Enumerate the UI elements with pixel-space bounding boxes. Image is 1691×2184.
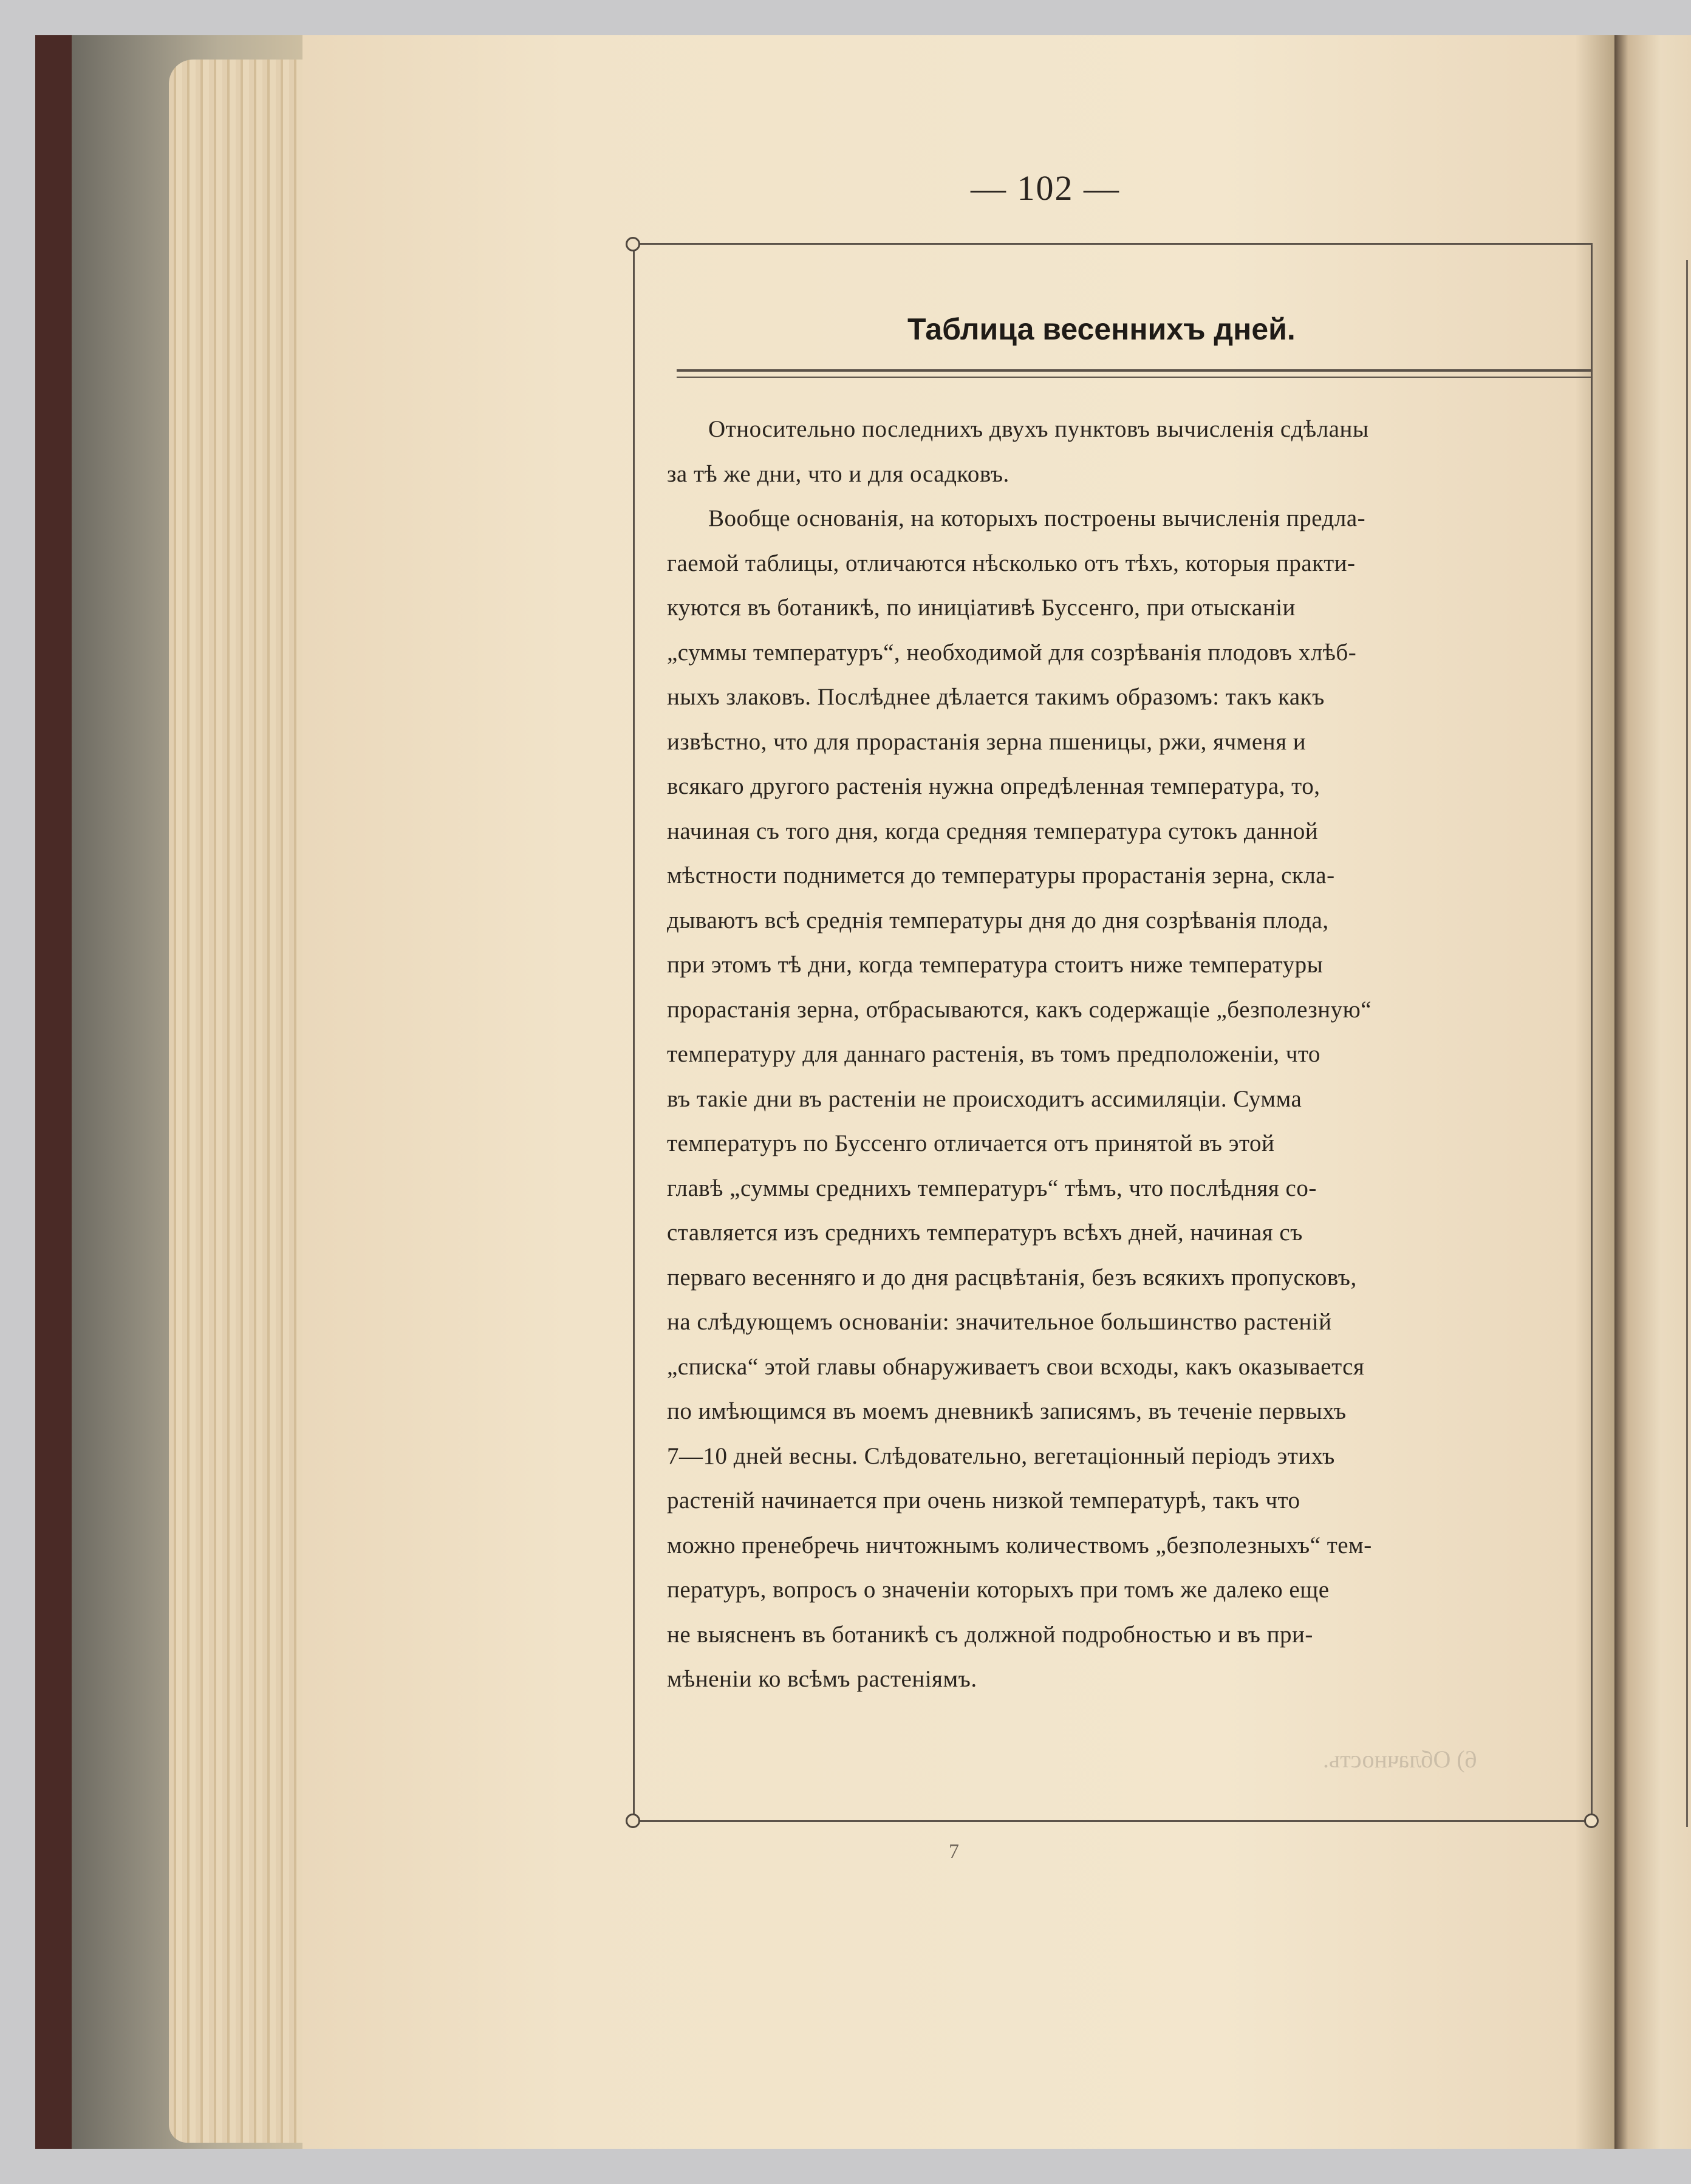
book-page [302, 35, 1614, 2149]
facing-page-edge [1614, 35, 1691, 2149]
text-line: ставляется изъ среднихъ температуръ всѣхъ дней, начиная съ [667, 1220, 1303, 1246]
text-line: по имѣющимся въ моемъ дневникѣ записямъ, въ теченіе первыхъ [667, 1398, 1347, 1424]
page-title: Таблица весеннихъ дней. [907, 312, 1296, 346]
text-line: мѣстности поднимется до температуры прорастанія зерна, скла- [667, 862, 1335, 889]
text-line: не выясненъ въ ботаникѣ съ должной подробностью и въ при- [667, 1621, 1313, 1648]
page-number: — 102 — [971, 168, 1120, 208]
text-line: гаемой таблицы, отличаются нѣсколько отъ тѣхъ, которыя практи- [667, 550, 1356, 576]
text-line: главѣ „суммы среднихъ температуръ“ тѣмъ, что послѣдняя со- [667, 1175, 1317, 1201]
text-line: на слѣдующемъ основаніи: значительное большинство растеній [667, 1309, 1332, 1335]
text-line: прорастанія зерна, отбрасываются, какъ содержащіе „безполезную“ [667, 996, 1372, 1023]
bleed-through-text: 6) Облачность. [1323, 1745, 1477, 1773]
frame-corner-ornament [626, 1814, 640, 1828]
text-line: пературъ, вопросъ о значеніи которыхъ при томъ же далеко еще [667, 1577, 1330, 1603]
text-line: начиная съ того дня, когда средняя температура сутокъ данной [667, 817, 1319, 844]
text-line: всякаго другого растенія нужна опредѣленная температура, то, [667, 773, 1320, 799]
text-line: растеній начинается при очень низкой температурѣ, такъ что [667, 1487, 1300, 1513]
frame-corner-ornament [626, 237, 640, 251]
title-rule [677, 377, 1593, 378]
text-line: Относительно последнихъ двухъ пунктовъ вычисленія сдѣланы [708, 416, 1369, 442]
text-line: за тѣ же дни, что и для осадковъ. [667, 460, 1009, 487]
facing-page-frame [1686, 260, 1690, 1827]
text-line: ныхъ злаковъ. Послѣднее дѣлается такимъ образомъ: такъ какъ [667, 684, 1325, 710]
text-line: 7—10 дней весны. Слѣдовательно, вегетаціонный періодъ этихъ [667, 1442, 1335, 1469]
text-line: перваго весенняго и до дня расцвѣтанія, безъ всякихъ пропусковъ, [667, 1264, 1357, 1291]
text-line: мѣненіи ко всѣмъ растеніямъ. [667, 1666, 977, 1692]
text-line: при этомъ тѣ дни, когда температура стоитъ ниже температуры [667, 952, 1324, 978]
page-mark: 7 [949, 1840, 959, 1863]
text-line: температуръ по Буссенго отличается отъ принятой въ этой [667, 1130, 1275, 1156]
title-rule [677, 369, 1593, 372]
text-line: температуру для даннаго растенія, въ томъ предположеніи, что [667, 1041, 1320, 1067]
text-line: можно пренебречь ничтожнымъ количествомъ „безполезныхъ“ тем- [667, 1532, 1372, 1558]
text-line: извѣстно, что для прорастанія зерна пшеницы, ржи, ячменя и [667, 728, 1307, 755]
text-line: дываютъ всѣ среднія температуры дня до дня созрѣванія плода, [667, 907, 1329, 933]
frame-corner-ornament [1584, 1814, 1599, 1828]
scan-frame [35, 35, 1691, 2149]
text-line: куются въ ботаникѣ, по иниціативѣ Буссенго, при отысканіи [667, 595, 1296, 621]
text-line: „суммы температуръ“, необходимой для созрѣванія плодовъ хлѣб- [667, 639, 1357, 666]
text-line: „списка“ этой главы обнаруживаетъ свои всходы, какъ оказывается [667, 1353, 1365, 1380]
text-line: Вообще основанія, на которыхъ построены вычисленія предла- [708, 505, 1366, 531]
body-text [667, 407, 1593, 1702]
text-line: въ такіе дни въ растеніи не происходитъ ассимиляціи. Сумма [667, 1085, 1302, 1112]
